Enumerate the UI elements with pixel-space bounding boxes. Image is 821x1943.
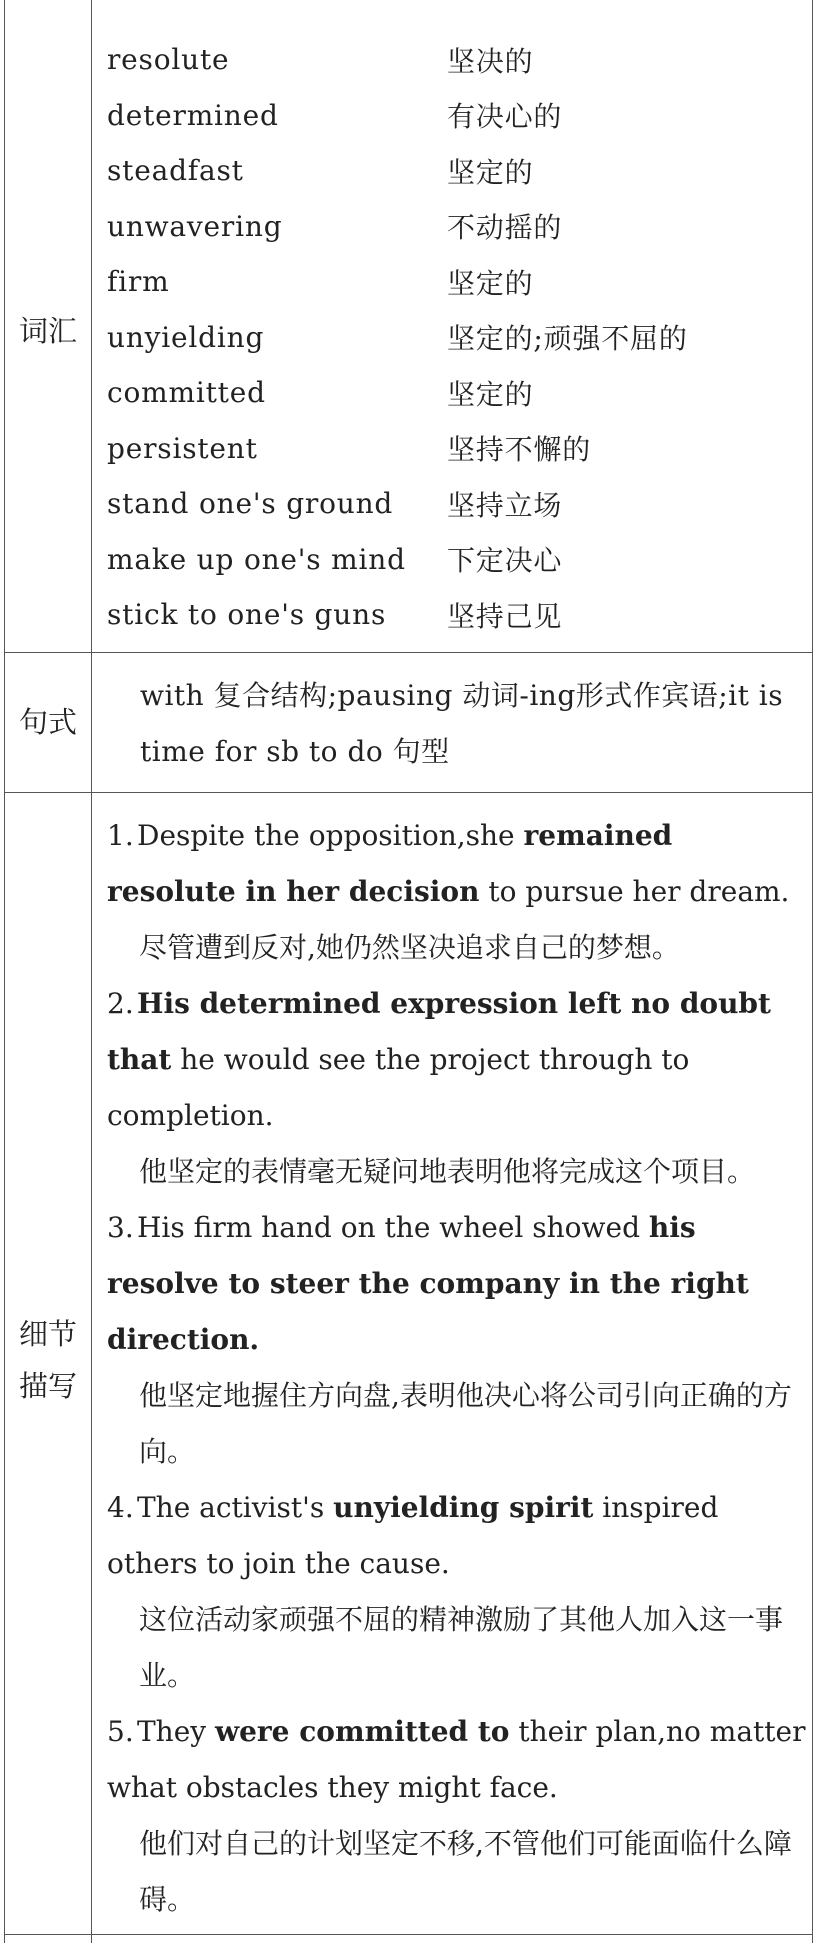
vocab-en: unwavering	[107, 209, 283, 243]
vocab-list	[107, 32, 688, 643]
example-translation: 他们对自己的计划坚定不移,不管他们可能面临什么障碍。	[139, 1827, 792, 1916]
vocab-item	[107, 365, 688, 421]
vocab-zh: 坚持立场	[447, 488, 563, 522]
example-text-post: to pursue her dream.	[479, 875, 790, 908]
category-detail: 细节 描写	[18, 1317, 77, 1403]
row-divider	[4, 792, 813, 793]
example-number: 5.	[107, 1715, 134, 1748]
vocab-en: resolute	[107, 43, 230, 77]
vocab-zh: 坚决的	[447, 44, 534, 78]
example-translation: 他坚定地握住方向盘,表明他决心将公司引向正确的方向。	[139, 1379, 792, 1468]
vocab-en: determined	[107, 98, 279, 132]
example-text-bold: were committed to	[215, 1715, 510, 1748]
example-number: 2.	[107, 987, 134, 1020]
vocab-item	[107, 143, 688, 199]
vocab-item	[107, 88, 688, 144]
example-text-post: he would see the project through to completion.	[107, 1043, 690, 1132]
vocab-en: committed	[107, 376, 266, 410]
vocab-en: steadfast	[107, 154, 244, 188]
vocab-zh: 坚定的	[447, 266, 534, 300]
example-number: 4.	[107, 1491, 134, 1524]
vocab-zh: 坚定的	[447, 155, 534, 189]
vocab-zh: 坚持己见	[447, 599, 563, 633]
category-vocab: 词汇	[18, 314, 77, 348]
vocab-zh: 坚持不懈的	[447, 433, 592, 467]
pattern-text: with 复合结构;pausing 动词-ing形式作宾语;it is time for sb to do 句型	[140, 679, 784, 768]
vocab-item	[107, 32, 688, 88]
vocab-item	[107, 310, 688, 366]
vocab-item	[107, 476, 688, 532]
table-border-right	[812, 0, 813, 1943]
example-item	[107, 808, 807, 976]
vocab-item	[107, 254, 688, 310]
example-number: 3.	[107, 1211, 134, 1244]
vocab-item	[107, 421, 688, 477]
vocab-zh: 下定决心	[447, 544, 563, 578]
example-text-pre: Despite the opposition,she	[137, 819, 524, 852]
vocab-en: unyielding	[107, 320, 265, 354]
vocab-item	[107, 532, 688, 588]
example-translation: 他坚定的表情毫无疑问地表明他将完成这个项目。	[139, 1155, 756, 1188]
example-item	[107, 1480, 807, 1704]
example-text-bold: unyielding spirit	[333, 1491, 594, 1524]
example-list	[107, 808, 807, 1928]
example-text-post: inspired others to join the cause.	[107, 1491, 719, 1580]
example-text-bold: His determined expression left no doubt that	[107, 987, 771, 1076]
vocab-zh: 不动摇的	[447, 211, 563, 245]
example-translation: 这位活动家顽强不屈的精神激励了其他人加入这一事业。	[139, 1603, 784, 1692]
example-item	[107, 976, 807, 1200]
example-item	[107, 1200, 807, 1480]
vocab-en: firm	[107, 265, 170, 299]
example-text-pre: His firm hand on the wheel showed	[137, 1211, 649, 1244]
example-number: 1.	[107, 819, 134, 852]
vocab-zh: 有决心的	[447, 100, 563, 134]
vocab-zh: 坚定的;顽强不屈的	[447, 322, 688, 356]
example-text-bold: his resolve to steer the company in the right direction.	[107, 1211, 749, 1356]
vocab-en: make up one's mind	[107, 542, 406, 576]
vocab-zh: 坚定的	[447, 377, 534, 411]
vocab-en: persistent	[107, 431, 258, 465]
row-divider	[4, 652, 813, 653]
example-text-post: their plan,no matter what obstacles they might face.	[107, 1715, 806, 1804]
vocab-item	[107, 199, 688, 255]
vocab-en: stick to one's guns	[107, 598, 387, 632]
example-translation: 尽管遭到反对,她仍然坚决追求自己的梦想。	[139, 931, 680, 964]
vocab-en: stand one's ground	[107, 487, 394, 521]
category-pattern: 句式	[18, 705, 77, 739]
example-text-bold: remained resolute in her decision	[107, 819, 673, 908]
example-text-pre: They	[137, 1715, 215, 1748]
table-border-left	[4, 0, 5, 1943]
example-item	[107, 1704, 807, 1928]
row-divider	[4, 1934, 813, 1935]
example-text-pre: The activist's	[137, 1491, 334, 1524]
table-border-mid	[91, 0, 92, 1943]
vocab-item	[107, 587, 688, 643]
